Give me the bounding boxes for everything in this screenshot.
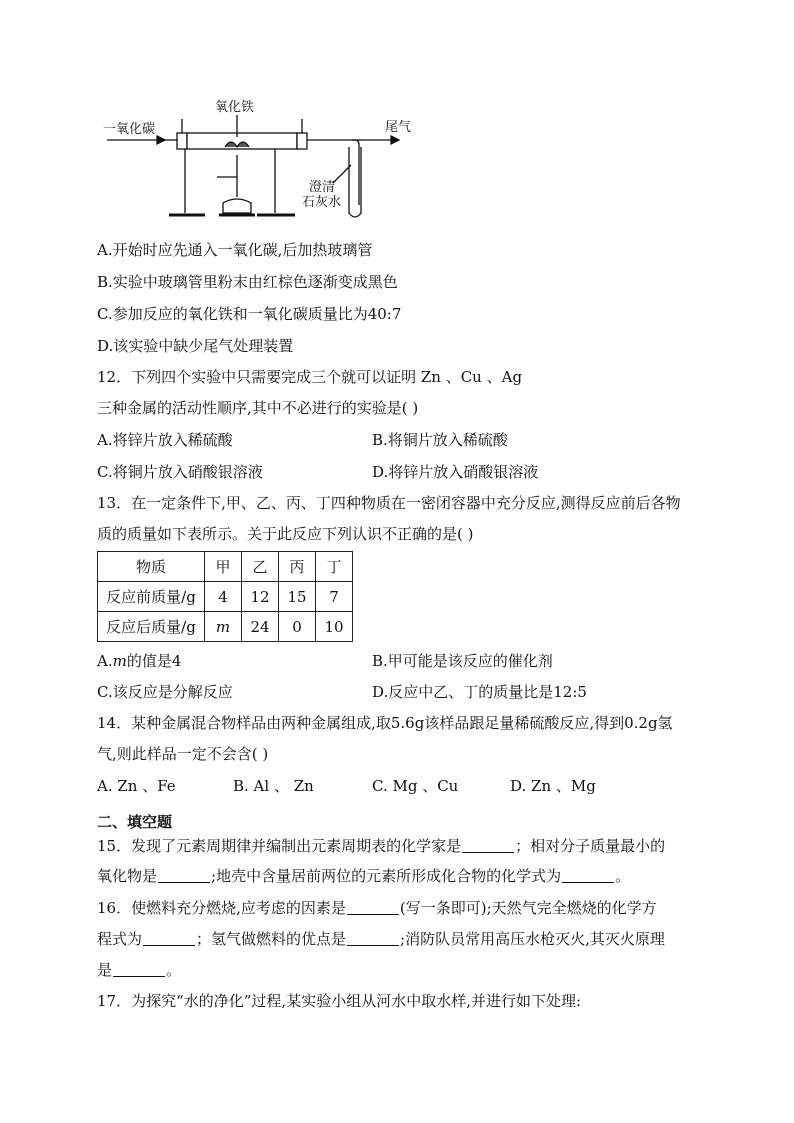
label-co: 一氧化碳 — [103, 122, 156, 137]
q16-text: 是 — [97, 961, 113, 979]
table-cell: 7 — [316, 582, 353, 612]
table-row — [98, 582, 353, 612]
section-title: 二、填空题 — [97, 813, 173, 831]
test-tube-pointer — [333, 165, 351, 183]
table-cell: 0 — [279, 612, 316, 642]
q14-option-a: A. Zn 、Fe — [97, 777, 176, 795]
table-cell: 4 — [205, 582, 242, 612]
table-cell: 丁 — [316, 552, 353, 582]
table-cell: 物质 — [98, 552, 205, 582]
q14-option-b: B. Al 、 Zn — [233, 777, 314, 795]
q16-text: 。 — [166, 961, 182, 979]
table-cell: 10 — [316, 612, 353, 642]
q11-option-a: A.开始时应先通入一氧化碳,后加热玻璃管 — [97, 241, 373, 259]
answer-blank[interactable] — [347, 931, 399, 946]
table-cell: 12 — [242, 582, 279, 612]
answer-blank[interactable] — [347, 900, 399, 915]
q16-text: ;消防队员常用高压水枪灭火,其灭火原理 — [400, 930, 665, 948]
q15-text: 。 — [615, 867, 631, 885]
table-cell: 24 — [242, 612, 279, 642]
q16-text: ；氢气做燃料的优点是 — [196, 930, 347, 948]
table-cell: 反应前质量/g — [98, 582, 205, 612]
mass-table — [97, 551, 353, 642]
q12-stem-1: 12．下列四个实验中只需要完成三个就可以证明 Zn 、Cu 、Ag — [97, 368, 523, 386]
q13-stem-1: 13．在一定条件下,甲、乙、丙、丁四种物质在一密闭容器中充分反应,测得反应前后各物 — [97, 494, 681, 512]
answer-blank[interactable] — [143, 931, 195, 946]
q14-option-d: D. Zn 、Mg — [510, 777, 596, 795]
q14-stem-1: 14．某种金属混合物样品由两种金属组成,取5.6g该样品跟足量稀硫酸反应,得到0.2g氢 — [97, 714, 673, 732]
q13-a-var: m — [112, 652, 127, 670]
alcohol-lamp — [223, 199, 251, 213]
label-fe2o3: 氧化铁 — [215, 100, 255, 115]
q13-a-rest: 的值是4 — [126, 652, 182, 670]
q15-text: ;地壳中含量居前两位的元素所形成化合物的化学式为 — [211, 867, 562, 885]
table-header-row — [98, 552, 353, 582]
q13-option-a — [97, 651, 181, 671]
label-lime-2: 石灰水 — [302, 195, 342, 210]
table-cell: 反应后质量/g — [98, 612, 205, 642]
q15-text: ；相对分子质量最小的 — [515, 837, 666, 855]
q12-option-c: C.将铜片放入硝酸银溶液 — [97, 463, 263, 481]
apparatus-diagram — [97, 95, 427, 225]
table-cell: 乙 — [242, 552, 279, 582]
table-cell: m — [205, 612, 242, 642]
q16-text: (写一条即可);天然气完全燃烧的化学方 — [399, 899, 657, 917]
q12-option-d: D.将锌片放入硝酸银溶液 — [372, 463, 539, 481]
q13-option-c: C.该反应是分解反应 — [97, 683, 233, 701]
right-stopper — [297, 133, 307, 149]
q16-line-2 — [97, 929, 665, 949]
q16-line-3 — [97, 960, 181, 980]
label-tail: 尾气 — [385, 120, 412, 135]
q12-option-a: A.将锌片放入稀硫酸 — [97, 431, 233, 449]
q15-text: 氧化物是 — [97, 867, 158, 885]
q15-line-2 — [97, 866, 630, 886]
q15-line-1 — [97, 836, 665, 856]
q12-option-b: B.将铜片放入稀硫酸 — [372, 431, 508, 449]
q13-stem-2: 质的质量如下表所示。关于此反应下列认识不正确的是( ) — [97, 525, 474, 543]
table-cell: 甲 — [205, 552, 242, 582]
q16-text: 程式为 — [97, 930, 143, 948]
q11-option-c: C.参加反应的氧化铁和一氧化碳质量比为40:7 — [97, 305, 402, 323]
q13-option-d: D.反应中乙、丁的质量比是12:5 — [372, 683, 587, 701]
answer-blank[interactable] — [562, 868, 614, 883]
label-lime-1: 澄清 — [309, 180, 336, 195]
q16-text: 16．使燃料充分燃烧,应考虑的因素是 — [97, 899, 346, 917]
q14-stem-2: 气,则此样品一定不会含( ) — [97, 745, 269, 763]
q11-option-b: B.实验中玻璃管里粉末由红棕色逐渐变成黑色 — [97, 273, 398, 291]
left-stopper — [177, 133, 187, 149]
q17-stem: 17．为探究“水的净化”过程,某实验小组从河水中取水样,并进行如下处理: — [97, 992, 582, 1010]
q16-line-1 — [97, 898, 657, 918]
answer-blank[interactable] — [462, 838, 514, 853]
q11-option-d: D.该实验中缺少尾气处理装置 — [97, 337, 294, 355]
table-row — [98, 612, 353, 642]
q13-option-b: B.甲可能是该反应的催化剂 — [372, 652, 553, 670]
q15-text: 15．发现了元素周期律并编制出元素周期表的化学家是 — [97, 837, 462, 855]
answer-blank[interactable] — [113, 962, 165, 977]
q14-option-c: C. Mg 、Cu — [372, 777, 459, 795]
arrow-head-out — [391, 136, 399, 144]
table-cell: 丙 — [279, 552, 316, 582]
table-cell: 15 — [279, 582, 316, 612]
answer-blank[interactable] — [158, 868, 210, 883]
q12-stem-2: 三种金属的活动性顺序,其中不必进行的实验是( ) — [97, 399, 419, 417]
q13-a-prefix: A. — [97, 652, 113, 670]
arrow-head-in — [157, 136, 165, 144]
